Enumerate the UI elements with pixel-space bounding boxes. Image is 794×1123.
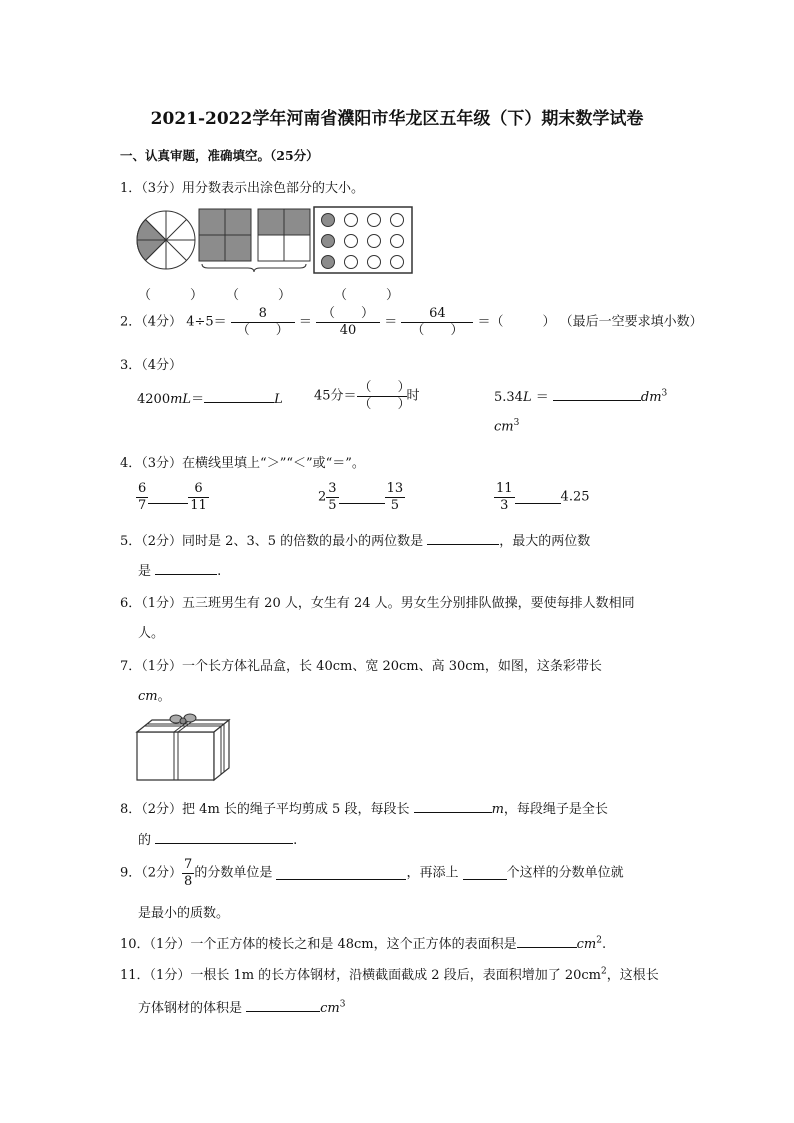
q3-item-d bbox=[494, 418, 519, 434]
q4-b-n1: 3 bbox=[328, 481, 337, 496]
q10-unit: cm bbox=[576, 937, 597, 952]
q4-a-blank[interactable] bbox=[148, 491, 188, 504]
q3-c-exponent: 3 bbox=[661, 388, 668, 399]
q7-unit: cm bbox=[138, 689, 158, 704]
q4-item-b bbox=[318, 481, 405, 514]
q2-eq-1: ＝ bbox=[298, 314, 312, 330]
q3-c-unit2: dm bbox=[640, 390, 662, 405]
question-7-line-1: 7．（1分）一个长方体礼品盒，长 40cm、宽 20cm、高 30cm，如图，这条彩带长 bbox=[120, 659, 602, 674]
q3-a-value: 4200 bbox=[137, 392, 171, 407]
question-10 bbox=[120, 933, 606, 952]
question-5-line-1 bbox=[120, 530, 590, 549]
question-11-line-2 bbox=[138, 997, 346, 1016]
q9-text-end: 个这样的分数单位就 bbox=[506, 865, 624, 881]
q2-fraction-2 bbox=[316, 306, 380, 339]
q3-b-denominator[interactable]: （ ） bbox=[358, 397, 411, 412]
q4-b-frac-1 bbox=[326, 481, 338, 514]
q3-a-eq: ＝ bbox=[191, 392, 205, 407]
q8-text: 8．（2分）把 4m 长的绳子平均剪成 5 段，每段长 bbox=[120, 802, 410, 817]
q2-f2-denominator: 40 bbox=[339, 323, 357, 338]
q4-b-d1: 5 bbox=[328, 498, 337, 513]
q10-exponent: 2 bbox=[596, 935, 602, 946]
q8-unit: m bbox=[491, 802, 504, 817]
q11-blank[interactable] bbox=[246, 999, 320, 1012]
q2-f3-denominator[interactable]: （ ） bbox=[411, 323, 464, 338]
q3-b-left: 45分＝ bbox=[314, 388, 357, 404]
q4-a-n1: 6 bbox=[138, 481, 147, 496]
q9-text-mid: 的分数单位是 bbox=[194, 865, 273, 881]
q5-line2-end: . bbox=[217, 564, 222, 579]
q11-line2-text: 方体钢材的体积是 bbox=[138, 1001, 243, 1016]
q4-c-d1: 3 bbox=[500, 498, 509, 513]
question-5-line-2 bbox=[138, 560, 221, 579]
pie-figure bbox=[137, 211, 195, 269]
q4-c-right: 4.25 bbox=[560, 489, 590, 505]
q1-answer-blank-2[interactable]: （ ） bbox=[226, 288, 292, 303]
q2-fraction-3 bbox=[401, 306, 473, 339]
q9-blank-1[interactable] bbox=[276, 867, 406, 880]
q11-text-end: ，这根长 bbox=[606, 968, 659, 983]
q3-d-exponent: 3 bbox=[513, 418, 520, 428]
q9-text-mid2: ，再添上 bbox=[406, 865, 459, 881]
q9-numerator: 7 bbox=[184, 857, 193, 872]
q4-a-frac-2 bbox=[188, 481, 209, 514]
q9-denominator: 8 bbox=[184, 874, 193, 889]
q4-c-frac bbox=[494, 481, 515, 514]
q5-text: 5．（2分）同时是 2、3、5 的倍数的最小的两位数是 bbox=[120, 534, 424, 549]
q4-item-a bbox=[136, 481, 209, 514]
q5-line2-start: 是 bbox=[138, 564, 152, 579]
q4-a-d2: 11 bbox=[190, 498, 207, 513]
question-8-line-2 bbox=[138, 829, 297, 848]
q2-eq-2: ＝ bbox=[384, 314, 398, 330]
q9-label: 9．（2分） bbox=[120, 865, 183, 881]
question-7-line-2 bbox=[138, 685, 171, 704]
q8-line2-start: 的 bbox=[138, 833, 152, 848]
q1-answer-blank-3[interactable]: （ ） bbox=[334, 288, 400, 303]
q1-answer-blank-1[interactable]: （ ） bbox=[138, 288, 204, 303]
q2-f1-denominator[interactable]: （ ） bbox=[236, 323, 289, 338]
q5-blank-2[interactable] bbox=[155, 562, 217, 575]
brace bbox=[202, 264, 306, 272]
q4-b-d2: 5 bbox=[390, 498, 399, 513]
square-full-shaded bbox=[199, 209, 251, 261]
q11-exponent-1: 2 bbox=[601, 966, 607, 977]
q4-a-frac-1 bbox=[136, 481, 148, 514]
q3-item-b bbox=[314, 380, 420, 413]
question-1-text: 1．（3分）用分数表示出涂色部分的大小。 bbox=[120, 181, 365, 196]
q2-f1-numerator: 8 bbox=[231, 306, 295, 323]
q11-text: 11．（1分）一根长 1m 的长方体钢材，沿横截面截成 2 段后，表面积增加了 20cm bbox=[120, 968, 601, 983]
question-9-line-2: 是最小的质数。 bbox=[138, 906, 230, 921]
q4-a-n2: 6 bbox=[188, 481, 209, 498]
q3-d-unit: cm bbox=[494, 419, 514, 435]
q4-b-n2: 13 bbox=[386, 481, 404, 496]
q2-fraction-1 bbox=[231, 306, 295, 339]
bow-knot bbox=[180, 718, 186, 724]
q5-text-end: ，最大的两位数 bbox=[499, 534, 591, 549]
q3-c-value: 5.34 bbox=[494, 390, 523, 405]
q2-f3-numerator: 64 bbox=[401, 306, 473, 323]
pie-shaded-sector bbox=[137, 220, 166, 241]
question-4-text: 4．（3分）在横线里填上“＞”“＜”或“＝”。 bbox=[120, 456, 365, 471]
q9-fraction bbox=[182, 857, 194, 890]
q2-note: （最后一空要求填小数） bbox=[559, 314, 703, 330]
circle-grid-figure bbox=[314, 207, 412, 273]
q8-line2-end: . bbox=[293, 833, 298, 848]
gift-box-figure bbox=[134, 712, 232, 784]
q3-b-fraction[interactable] bbox=[357, 380, 411, 413]
q8-blank-2[interactable] bbox=[155, 831, 293, 844]
q4-b-frac-2 bbox=[385, 481, 406, 514]
question-3-label: 3．（4分） bbox=[120, 358, 183, 373]
q3-a-unit2: L bbox=[274, 392, 283, 407]
q3-item-c bbox=[494, 386, 667, 405]
q3-b-numerator[interactable]: （ ） bbox=[358, 380, 411, 395]
q4-c-blank[interactable] bbox=[515, 491, 561, 504]
q2-eq-3[interactable]: ＝（ ） bbox=[477, 314, 556, 330]
question-6-line-2: 人。 bbox=[138, 626, 165, 641]
q4-a-d1: 7 bbox=[138, 498, 147, 513]
question-8-line-1 bbox=[120, 798, 608, 817]
q1-figure bbox=[136, 204, 418, 276]
q3-item-a bbox=[137, 388, 283, 407]
q11-exponent-2: 3 bbox=[339, 999, 346, 1010]
q11-unit: cm bbox=[320, 1001, 340, 1016]
q5-blank-1[interactable] bbox=[427, 532, 499, 545]
q3-a-blank[interactable] bbox=[204, 390, 274, 403]
square-half-shaded bbox=[258, 209, 310, 261]
q3-c-eq: ＝ bbox=[535, 390, 549, 405]
q3-b-unit: 时 bbox=[406, 388, 420, 404]
question-11-line-1 bbox=[120, 964, 659, 983]
q8-blank-1[interactable] bbox=[414, 800, 492, 813]
q10-blank[interactable] bbox=[517, 935, 577, 948]
question-2 bbox=[120, 306, 703, 339]
q10-end: . bbox=[601, 937, 607, 952]
question-9-line-1 bbox=[120, 857, 624, 890]
q4-c-n1: 11 bbox=[496, 481, 513, 496]
q4-item-c bbox=[494, 481, 590, 514]
q2-expr-start: 4÷5＝ bbox=[186, 314, 227, 330]
question-6-line-1: 6．（1分）五三班男生有 20 人，女生有 24 人。男女生分别排队做操，要使每排人数相同 bbox=[120, 596, 635, 611]
q4-b-whole: 2 bbox=[318, 489, 327, 505]
q8-text-end: ，每段绳子是全长 bbox=[503, 802, 608, 817]
q4-b-blank[interactable] bbox=[339, 491, 385, 504]
pie-shaded-sector bbox=[137, 240, 166, 261]
q3-a-unit1: mL bbox=[170, 392, 192, 407]
q7-end: 。 bbox=[157, 689, 171, 704]
page-title: 2021-2022学年河南省濮阳市华龙区五年级（下）期末数学试卷 bbox=[150, 109, 644, 129]
q2-label: 2．（4分） bbox=[120, 314, 183, 330]
section-heading: 一、认真审题，准确填空。（25分） bbox=[120, 148, 319, 163]
q3-c-blank[interactable] bbox=[553, 388, 641, 401]
q9-blank-2[interactable] bbox=[463, 867, 507, 880]
q2-f2-numerator[interactable]: （ ） bbox=[316, 306, 380, 323]
q3-c-unit1: L bbox=[522, 390, 532, 405]
q10-text: 10．（1分）一个正方体的棱长之和是 48cm，这个正方体的表面积是 bbox=[120, 937, 517, 952]
